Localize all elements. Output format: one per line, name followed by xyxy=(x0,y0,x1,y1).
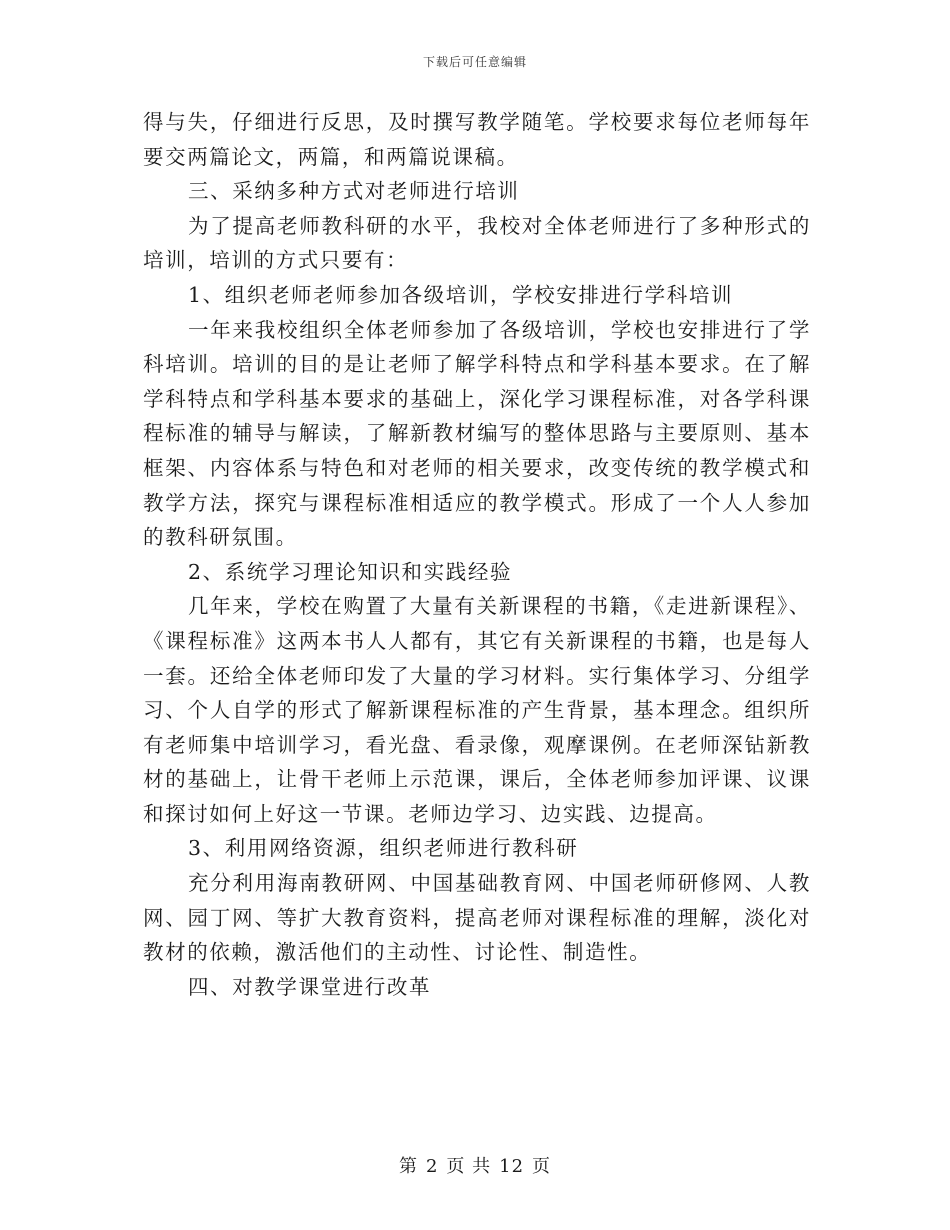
paragraph: 得与失，仔细进行反思，及时撰写教学随笔。学校要求每位老师每年要交两篇论文，两篇，和两篇说课稿。 xyxy=(143,110,811,169)
subsection-heading: 1、组织老师老师参加各级培训，学校安排进行学科培训 xyxy=(188,282,734,307)
subsection-heading: 3、利用网络资源，组织老师进行教科研 xyxy=(188,836,579,861)
footer-suffix: 页 xyxy=(532,1156,552,1177)
paragraph: 为了提高老师教科研的水平，我校对全体老师进行了多种形式的培训，培训的方式只要有： xyxy=(143,213,811,273)
paragraph: 几年来，学校在购置了大量有关新课程的书籍，《走进新课程》、《课程标准》这两本书人人都有，其它有关新课程的书籍，也是每人一套。还给全体老师印发了大量的学习材料。实行集体学习、分组学习、个人自学的形式了解新课程标准的产生背景，基本理念。组织所有老师集中培训学习，看光盘、看录像，观摩课例。在老师深钻新教材的基础上，让骨干老师上示范课，课后，全体老师参加评课、议课和探讨如何上好这一节课。老师边学习、边实践、边提高。 xyxy=(143,594,811,826)
page-header: 下载后可任意编辑 xyxy=(422,55,527,69)
section-heading: 三、采纳多种方式对老师进行培训 xyxy=(188,179,520,204)
paragraph: 充分利用海南教研网、中国基础教育网、中国老师研修网、人教网、园丁网、等扩大教育资料，提高老师对课程标准的理解，淡化对教材的依赖，激活他们的主动性、讨论性、制造性。 xyxy=(143,871,811,965)
footer-middle: 页 共 xyxy=(446,1156,492,1177)
page-footer xyxy=(0,1152,950,1178)
current-page-number: 2 xyxy=(425,1156,439,1177)
paragraph: 一年来我校组织全体老师参加了各级培训，学校也安排进行了学科培训。培训的目的是让老师了解学科特点和学科基本要求。在了解学科特点和学科基本要求的基础上，深化学习课程标准，对各学科课程标准的辅导与解读，了解新教材编写的整体思路与主要原则、基本框架、内容体系与特色和对老师的相关要求，改变传统的教学模式和教学方法，探究与课程标准相适应的教学模式。形成了一个人人参加的教科研氛围。 xyxy=(143,317,811,550)
subsection-heading: 2、系统学习理论知识和实践经验 xyxy=(188,559,513,584)
document-body xyxy=(143,105,811,1004)
total-pages-number: 12 xyxy=(499,1156,525,1177)
footer-prefix: 第 xyxy=(398,1156,418,1177)
section-heading: 四、对教学课堂进行改革 xyxy=(188,974,432,999)
